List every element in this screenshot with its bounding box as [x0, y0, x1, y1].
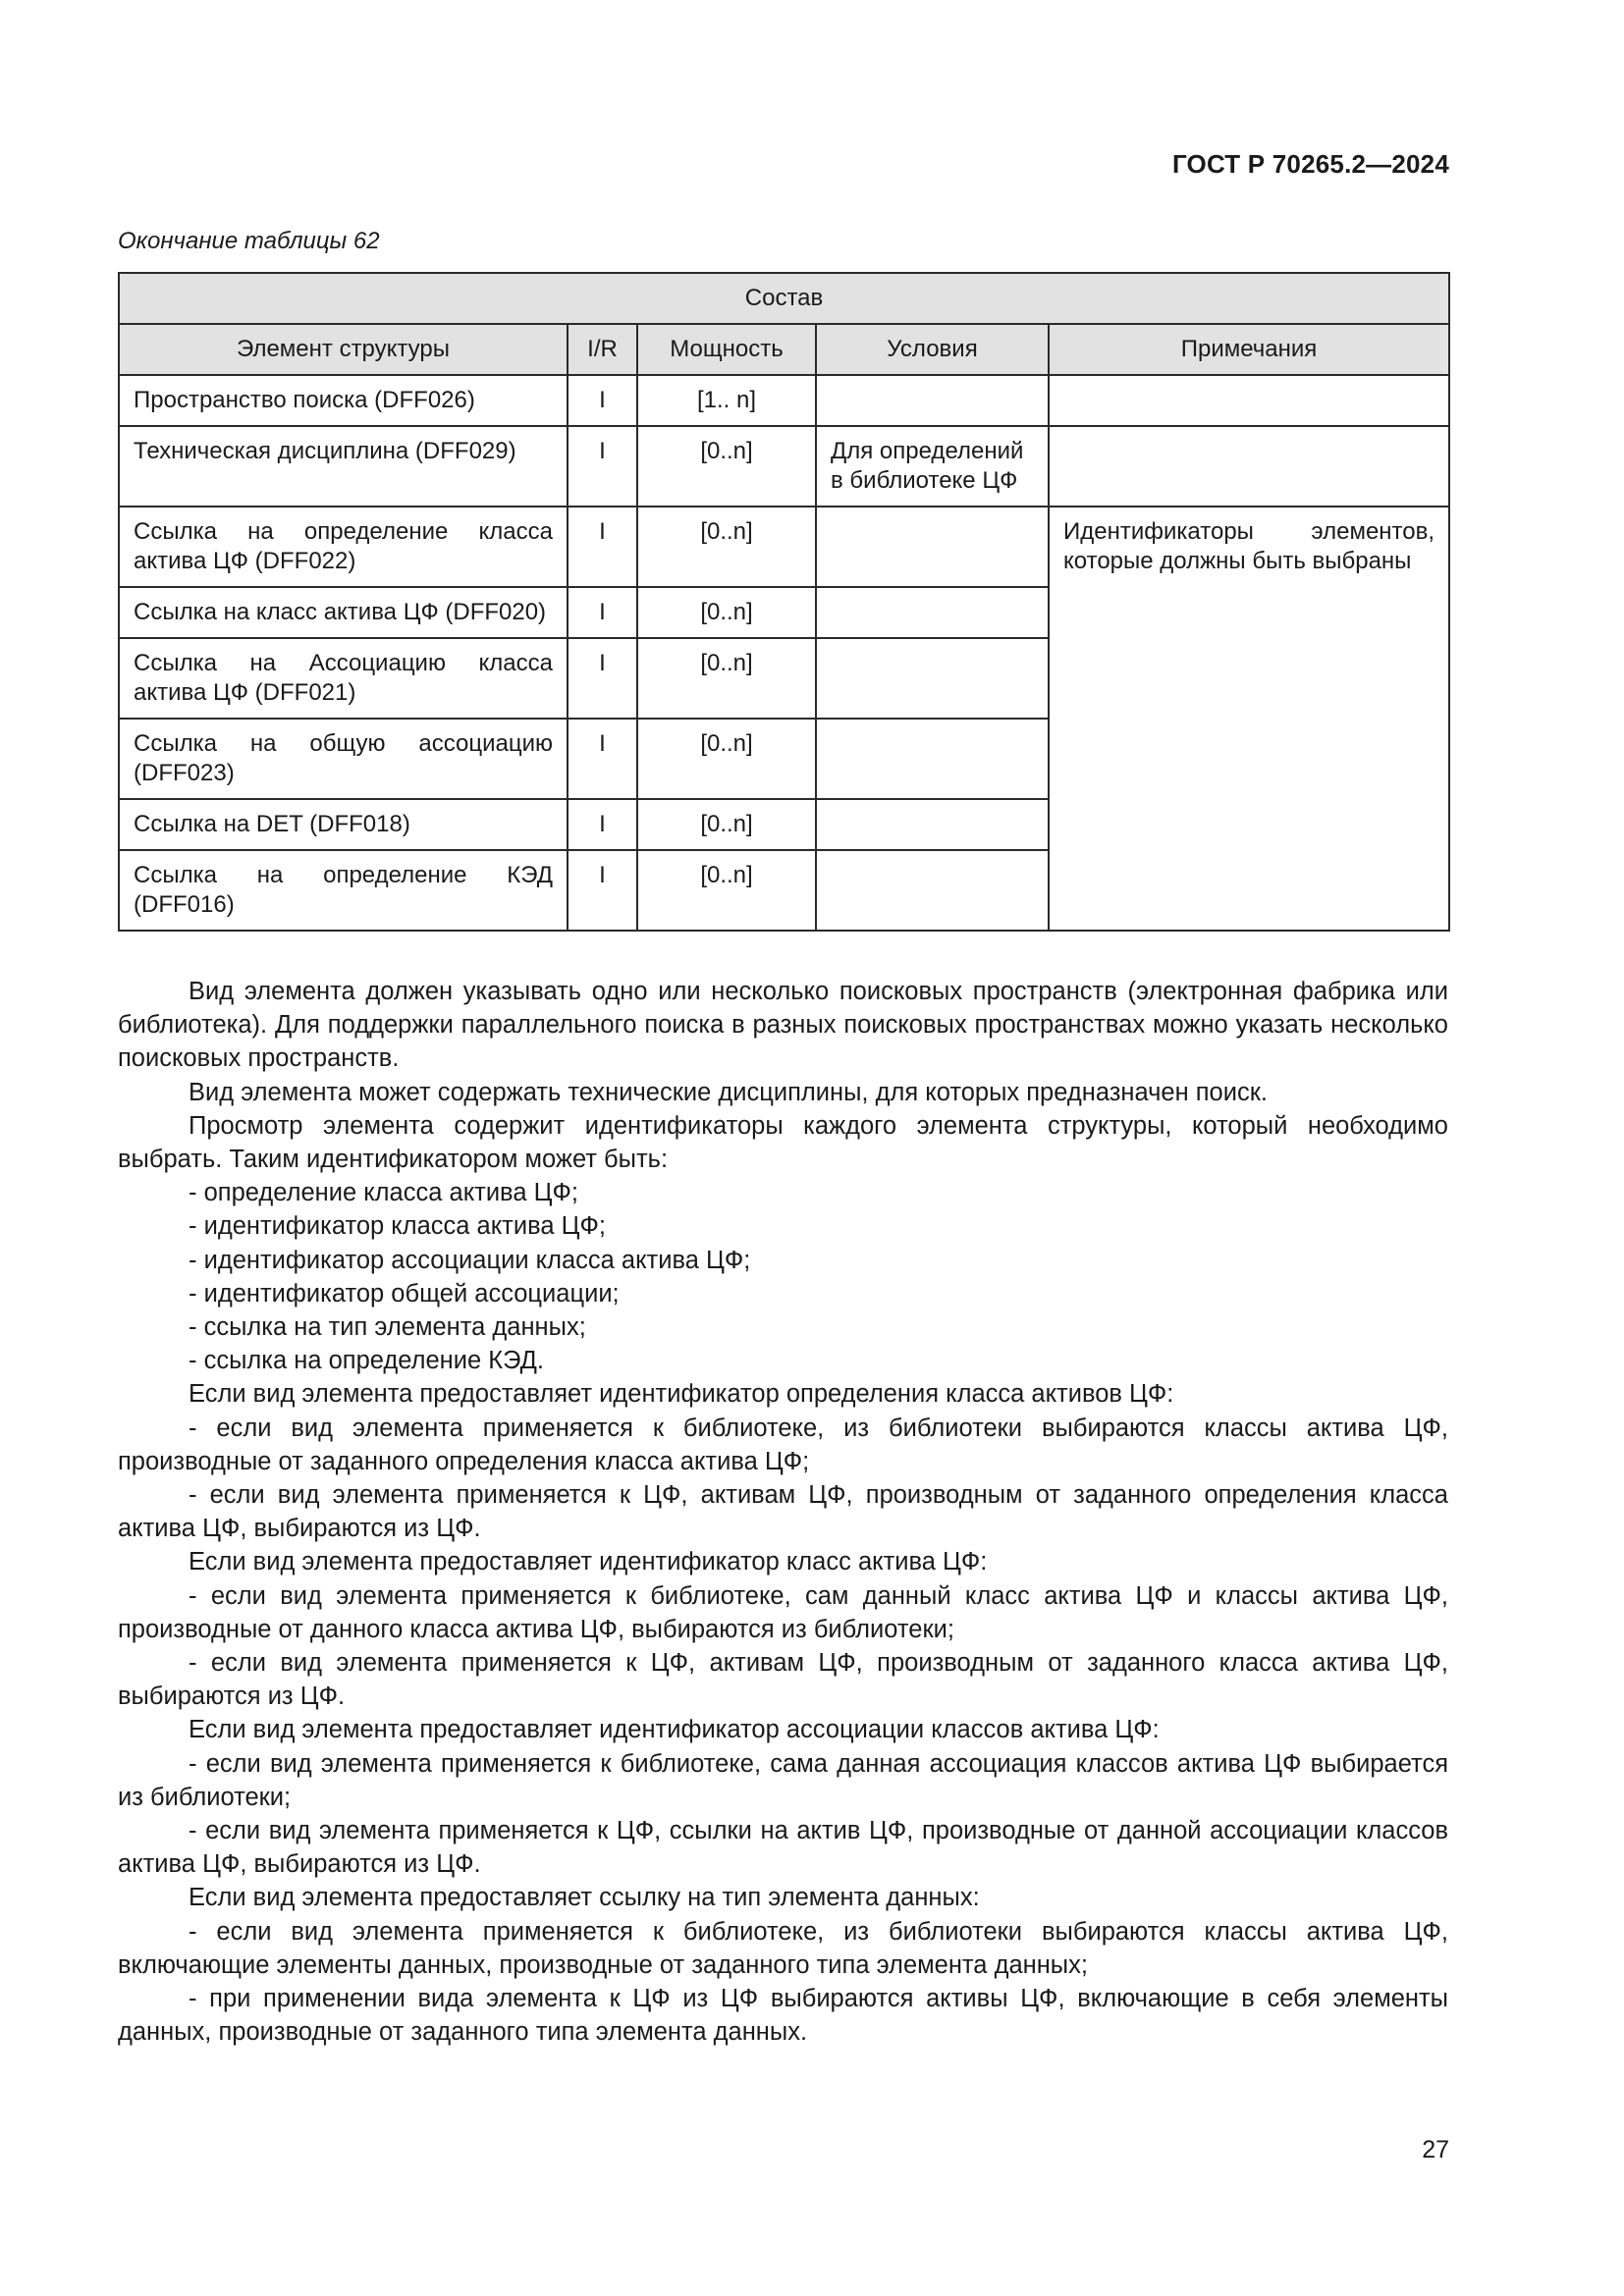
list-item: - если вид элемента применяется к ЦФ, ссылки на актив ЦФ, производные от данной ассоциации классов актива ЦФ, выбираются из ЦФ.	[118, 1817, 1448, 1879]
body-text	[118, 975, 1448, 2050]
cell-condition	[816, 638, 1049, 719]
cell-condition	[816, 507, 1049, 587]
column-header: Элемент структуры	[119, 324, 568, 375]
cell-ir: I	[568, 587, 637, 638]
list-item: - если вид элемента применяется к ЦФ, активам ЦФ, производным от заданного класса актива ЦФ, выбираются из ЦФ.	[118, 1649, 1448, 1711]
list-item: - если вид элемента применяется к библиотеке, сам данный класс актива ЦФ и классы актива ЦФ, производные от данного класса актива ЦФ, выбираются из библиотеки;	[118, 1581, 1448, 1643]
list-item: - при применении вида элемента к ЦФ из ЦФ выбираются активы ЦФ, включающие в себя элементы данных, производные от заданного типа элемента данных.	[118, 1985, 1448, 2047]
cell-element: Ссылка на определение класса актива ЦФ (DFF022)	[119, 507, 568, 587]
cell-condition: Для определений в библиотеке ЦФ	[816, 426, 1049, 507]
table-group-header-row	[119, 273, 1449, 324]
list-item: - определение класса актива ЦФ;	[189, 1179, 578, 1207]
cell-power: [0..n]	[637, 426, 816, 507]
list-item: - если вид элемента применяется к библиотеке, сама данная ассоциация классов актива ЦФ выбирается из библиотеки;	[118, 1749, 1448, 1811]
cell-element: Пространство поиска (DFF026)	[119, 375, 568, 426]
cell-element: Техническая дисциплина (DFF029)	[119, 426, 568, 507]
cell-element: Ссылка на общую ассоциацию (DFF023)	[119, 719, 568, 799]
table-row	[119, 375, 1449, 426]
cell-note-merged: Идентификаторы элементов, которые должны быть выбраны	[1049, 507, 1449, 931]
list-item: - если вид элемента применяется к библиотеке, из библиотеки выбираются классы актива ЦФ, включающие элементы данных, производные от заданного типа элемента данных;	[118, 1917, 1448, 1979]
cell-ir: I	[568, 719, 637, 799]
cell-power: [0..n]	[637, 638, 816, 719]
cell-note	[1049, 375, 1449, 426]
column-header: I/R	[568, 324, 637, 375]
cell-ir: I	[568, 507, 637, 587]
cell-condition	[816, 799, 1049, 850]
cell-condition	[816, 719, 1049, 799]
column-header: Мощность	[637, 324, 816, 375]
document-code: ГОСТ Р 70265.2—2024	[1171, 149, 1449, 179]
composition-table	[118, 272, 1450, 932]
cell-power: [0..n]	[637, 799, 816, 850]
cell-element: Ссылка на Ассоциацию класса актива ЦФ (DFF021)	[119, 638, 568, 719]
table-caption: Окончание таблицы 62	[118, 228, 380, 254]
list-item: - если вид элемента применяется к ЦФ, активам ЦФ, производным от заданного определения класса актива ЦФ, выбираются из ЦФ.	[118, 1481, 1448, 1543]
list-item: - ссылка на определение КЭД.	[189, 1347, 544, 1375]
paragraph: Если вид элемента предоставляет ссылку на тип элемента данных:	[189, 1884, 980, 1912]
cell-power: [0..n]	[637, 850, 816, 931]
page-number: 27	[1422, 2136, 1449, 2163]
cell-power: [0..n]	[637, 587, 816, 638]
list-item: - если вид элемента применяется к библиотеке, из библиотеки выбираются классы актива ЦФ, производные от заданного определения класса актива ЦФ;	[118, 1414, 1448, 1475]
cell-ir: I	[568, 850, 637, 931]
list-item: - идентификатор ассоциации класса актива ЦФ;	[189, 1246, 751, 1274]
paragraph: Если вид элемента предоставляет идентификатор определения класса активов ЦФ:	[189, 1380, 1174, 1409]
table-row	[119, 507, 1449, 587]
cell-condition	[816, 587, 1049, 638]
cell-element: Ссылка на определение КЭД (DFF016)	[119, 850, 568, 931]
paragraph: Если вид элемента предоставляет идентификатор ассоциации классов актива ЦФ:	[189, 1716, 1160, 1744]
cell-power: [1.. n]	[637, 375, 816, 426]
cell-condition	[816, 850, 1049, 931]
list-item: - ссылка на тип элемента данных;	[189, 1313, 586, 1342]
table-header-row	[119, 324, 1449, 375]
paragraph: Вид элемента может содержать технические дисциплины, для которых предназначен поиск.	[189, 1078, 1268, 1106]
cell-condition	[816, 375, 1049, 426]
cell-element: Ссылка на класс актива ЦФ (DFF020)	[119, 587, 568, 638]
cell-power: [0..n]	[637, 719, 816, 799]
cell-power: [0..n]	[637, 507, 816, 587]
column-header: Примечания	[1049, 324, 1449, 375]
cell-ir: I	[568, 638, 637, 719]
cell-note	[1049, 426, 1449, 507]
cell-ir: I	[568, 426, 637, 507]
paragraph: Вид элемента должен указывать одно или несколько поисковых пространств (электронная фабрика или библиотека). Для поддержки параллельного поиска в разных поисковых пространствах можно указать несколько поисковых пространств.	[118, 978, 1448, 1073]
column-header: Условия	[816, 324, 1049, 375]
paragraph: Если вид элемента предоставляет идентификатор класс актива ЦФ:	[189, 1548, 988, 1576]
cell-ir: I	[568, 375, 637, 426]
paragraph: Просмотр элемента содержит идентификаторы каждого элемента структуры, который необходимо выбрать. Таким идентификатором может быть:	[118, 1111, 1448, 1174]
table-group-header: Состав	[119, 273, 1449, 324]
list-item: - идентификатор общей ассоциации;	[189, 1279, 620, 1308]
cell-ir: I	[568, 799, 637, 850]
list-item: - идентификатор класса актива ЦФ;	[189, 1212, 606, 1241]
cell-element: Ссылка на DET (DFF018)	[119, 799, 568, 850]
table-row	[119, 426, 1449, 507]
